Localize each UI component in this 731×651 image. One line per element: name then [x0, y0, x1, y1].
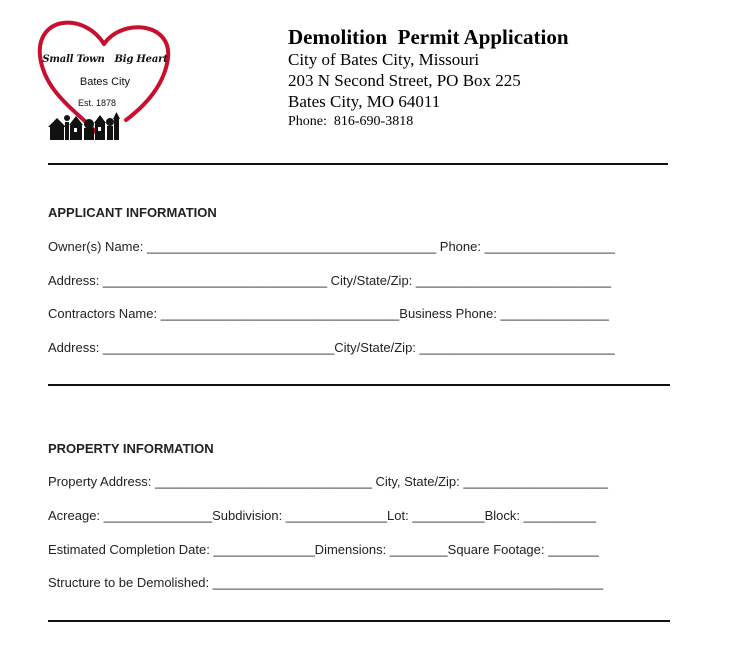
contractor-address-row: Address: ________________________________City/State/Zip: ___________________________: [48, 340, 615, 355]
header-divider: [48, 163, 668, 165]
logo-slogan: [34, 54, 176, 65]
property-section-heading: PROPERTY INFORMATION: [48, 441, 214, 456]
applicant-section-heading: APPLICANT INFORMATION: [48, 205, 217, 220]
document-header: [288, 25, 569, 132]
contractor-name-row: Contractors Name: _________________________________Business Phone: _______________: [48, 306, 609, 321]
page-title: Demolition Permit Application: [288, 25, 569, 49]
structure-row: Structure to be Demolished: ______________________________________________________: [48, 575, 604, 590]
acreage-row: Acreage: _______________Subdivision: ______________Lot: __________Block: __________: [48, 508, 596, 523]
owner-address-row: Address: _______________________________ City/State/Zip: ___________________________: [48, 273, 612, 288]
city-zip: Bates City, MO 64011: [288, 92, 441, 111]
owner-name-row: Owner(s) Name: ________________________________________ Phone: __________________: [48, 239, 615, 254]
city-state: City of Bates City, Missouri: [288, 50, 480, 69]
city-logo: [34, 14, 176, 144]
logo-city: Bates City: [79, 76, 131, 88]
bottom-divider: [48, 620, 670, 622]
property-address-row: Property Address: ______________________________ City, State/Zip: ____________________: [48, 474, 608, 489]
logo-slogan-right: Big Heart: [114, 54, 168, 65]
street-address: 203 N Second Street, PO Box 225: [288, 71, 521, 90]
town-skyline-icon: [48, 112, 120, 140]
logo-slogan-left: Small Town: [42, 54, 105, 65]
completion-date-row: Estimated Completion Date: ______________Dimensions: ________Square Footage: _______: [48, 542, 599, 557]
section-divider: [48, 384, 670, 386]
logo-established: Est. 1878: [77, 98, 117, 108]
city-phone: Phone: 816-690-3818: [288, 114, 414, 129]
